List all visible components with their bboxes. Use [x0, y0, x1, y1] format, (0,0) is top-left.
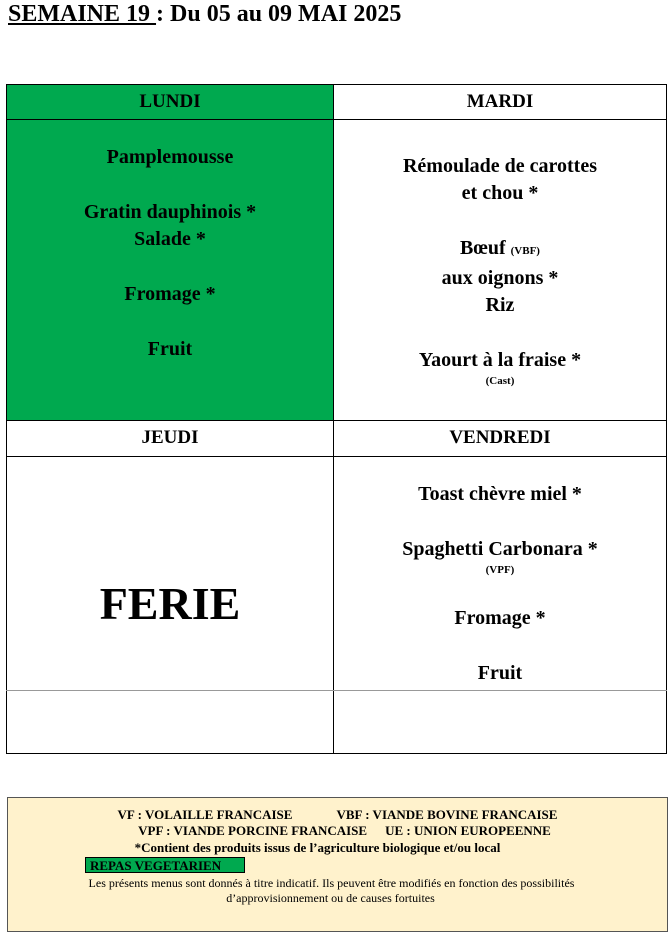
mardi-main-tag: (VBF)	[510, 245, 540, 257]
mardi-starter-line2: et chou *	[461, 182, 539, 204]
lundi-dessert: Fruit	[147, 338, 193, 360]
row-divider	[6, 690, 667, 691]
vendredi-main-tag: (VPF)	[485, 564, 515, 576]
mardi-dessert-tag: (Cast)	[485, 375, 515, 387]
vendredi-starter: Toast chèvre miel *	[418, 483, 582, 505]
legend-vf: VF : VOLAILLE FRANCAISE	[117, 807, 293, 822]
vendredi-dessert: Fruit	[477, 662, 523, 684]
lundi-starter: Pamplemousse	[106, 146, 234, 168]
jeudi-holiday: FERIE	[99, 578, 241, 629]
week-label: SEMAINE 19	[8, 1, 157, 27]
legend-note-1: Les présents menus sont donnés à titre indicatif. Ils peuvent être modifiés en fonction des possibilités	[88, 876, 575, 890]
mardi-starter-line1: Rémoulade de carottes	[402, 155, 598, 177]
lundi-cheese: Fromage *	[124, 283, 216, 305]
legend-vegetarian-swatch: REPAS VEGETARIEN	[85, 857, 245, 873]
mardi-main-name: Bœuf	[460, 237, 506, 259]
mardi-main-line2: aux oignons *	[441, 267, 559, 289]
legend-line-2	[8, 823, 667, 839]
header-jeudi	[6, 420, 334, 457]
lundi-side: Salade *	[134, 228, 206, 250]
header-vendredi	[333, 420, 667, 457]
mardi-main-line1	[334, 235, 666, 265]
lundi-main: Gratin dauphinois *	[83, 201, 257, 223]
page-title	[8, 0, 401, 28]
header-lundi	[6, 84, 334, 120]
menu-lundi	[6, 119, 334, 421]
menu-mardi	[333, 119, 667, 421]
day-label-lundi: LUNDI	[139, 91, 201, 112]
mardi-dessert: Yaourt à la fraise *	[418, 349, 582, 371]
legend-line-1	[8, 807, 667, 823]
vendredi-main: Spaghetti Carbonara *	[402, 538, 598, 560]
legend-line-3: *Contient des produits issus de l’agriculture biologique et/ou local	[134, 840, 501, 855]
day-label-mardi: MARDI	[466, 91, 534, 112]
vendredi-cheese: Fromage *	[454, 607, 546, 629]
menu-vendredi	[333, 456, 667, 754]
day-label-jeudi: JEUDI	[141, 427, 199, 448]
menu-jeudi	[6, 456, 334, 754]
legend-ue: UE : UNION EUROPEENNE	[385, 823, 551, 838]
legend-vpf: VPF : VIANDE PORCINE FRANCAISE	[138, 823, 368, 838]
legend-box	[7, 797, 668, 932]
date-range: : Du 05 au 09 MAI 2025	[156, 1, 402, 27]
mardi-side: Riz	[485, 294, 515, 316]
day-label-vendredi: VENDREDI	[449, 427, 551, 448]
legend-note-2: d’approvisionnement ou de causes fortuites	[226, 891, 435, 905]
legend-vbf: VBF : VIANDE BOVINE FRANCAISE	[336, 807, 558, 822]
header-mardi	[333, 84, 667, 120]
